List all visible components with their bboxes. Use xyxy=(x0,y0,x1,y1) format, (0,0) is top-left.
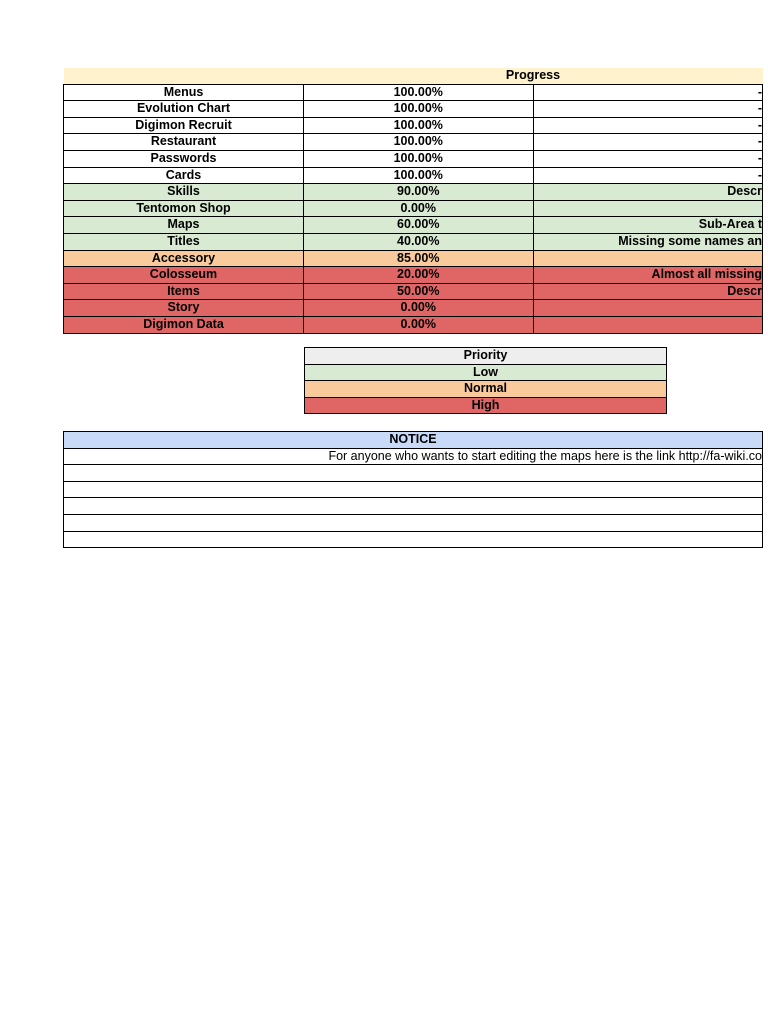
priority-level-row xyxy=(305,381,667,398)
progress-item-name: Digimon Recruit xyxy=(64,117,304,134)
priority-legend xyxy=(304,347,667,414)
notice-empty-cell xyxy=(64,531,763,548)
priority-level: Low xyxy=(305,364,667,381)
progress-note: - xyxy=(533,134,763,151)
progress-item-name: Maps xyxy=(64,217,304,234)
progress-row xyxy=(64,300,763,317)
progress-row xyxy=(64,233,763,250)
progress-row xyxy=(64,316,763,333)
progress-row xyxy=(64,217,763,234)
progress-percent: 90.00% xyxy=(304,184,534,201)
priority-legend-container xyxy=(304,347,667,417)
progress-item-name: Tentomon Shop xyxy=(64,200,304,217)
progress-table-container xyxy=(63,68,762,336)
progress-row xyxy=(64,167,763,184)
progress-item-name: Evolution Chart xyxy=(64,101,304,118)
notice-empty-row xyxy=(64,531,763,548)
notice-empty-row xyxy=(64,481,763,498)
priority-level-row xyxy=(305,364,667,381)
progress-item-name: Items xyxy=(64,283,304,300)
progress-note: - xyxy=(533,150,763,167)
progress-note: Sub-Area t xyxy=(533,217,763,234)
progress-row xyxy=(64,150,763,167)
progress-note: Descr xyxy=(533,184,763,201)
notice-empty-row xyxy=(64,498,763,515)
progress-row xyxy=(64,101,763,118)
progress-item-name: Colosseum xyxy=(64,267,304,284)
progress-percent: 100.00% xyxy=(304,84,534,101)
notice-empty-cell xyxy=(64,514,763,531)
progress-item-name: Accessory xyxy=(64,250,304,267)
progress-header-row xyxy=(64,68,763,84)
progress-row xyxy=(64,134,763,151)
progress-percent: 100.00% xyxy=(304,150,534,167)
priority-level: Normal xyxy=(305,381,667,398)
progress-percent: 100.00% xyxy=(304,134,534,151)
progress-row xyxy=(64,200,763,217)
progress-percent: 0.00% xyxy=(304,300,534,317)
progress-percent: 85.00% xyxy=(304,250,534,267)
notice-text: For anyone who wants to start editing the maps here is the link http://fa-wiki.co xyxy=(64,448,763,465)
progress-item-name: Menus xyxy=(64,84,304,101)
progress-item-name: Digimon Data xyxy=(64,316,304,333)
progress-note: - xyxy=(533,101,763,118)
progress-percent: 50.00% xyxy=(304,283,534,300)
priority-header-row xyxy=(305,348,667,365)
notice-empty-cell xyxy=(64,498,763,515)
progress-note: Almost all missing xyxy=(533,267,763,284)
progress-percent: 100.00% xyxy=(304,101,534,118)
notice-empty-cell xyxy=(64,465,763,482)
notice-empty-cell xyxy=(64,481,763,498)
progress-note xyxy=(533,300,763,317)
progress-note xyxy=(533,200,763,217)
progress-row xyxy=(64,84,763,101)
progress-item-name: Cards xyxy=(64,167,304,184)
notice-text-row xyxy=(64,448,763,465)
progress-note: - xyxy=(533,84,763,101)
progress-row xyxy=(64,250,763,267)
progress-row xyxy=(64,267,763,284)
progress-item-name: Passwords xyxy=(64,150,304,167)
progress-percent: 0.00% xyxy=(304,316,534,333)
progress-note: Descr xyxy=(533,283,763,300)
progress-percent: 0.00% xyxy=(304,200,534,217)
priority-level-row xyxy=(305,397,667,414)
progress-note xyxy=(533,250,763,267)
progress-row xyxy=(64,283,763,300)
notice-header: NOTICE xyxy=(64,432,763,449)
notice-table xyxy=(63,431,763,548)
progress-item-name: Restaurant xyxy=(64,134,304,151)
progress-note: - xyxy=(533,117,763,134)
progress-percent: 40.00% xyxy=(304,233,534,250)
notice-empty-row xyxy=(64,465,763,482)
priority-header: Priority xyxy=(305,348,667,365)
progress-percent: 20.00% xyxy=(304,267,534,284)
progress-percent: 60.00% xyxy=(304,217,534,234)
progress-table xyxy=(63,68,763,334)
progress-item-name: Titles xyxy=(64,233,304,250)
notice-empty-row xyxy=(64,514,763,531)
notice-header-row xyxy=(64,432,763,449)
notice-table-container xyxy=(63,431,762,549)
progress-note: Missing some names an xyxy=(533,233,763,250)
progress-percent: 100.00% xyxy=(304,167,534,184)
progress-note xyxy=(533,316,763,333)
progress-percent: 100.00% xyxy=(304,117,534,134)
progress-note: - xyxy=(533,167,763,184)
progress-row xyxy=(64,117,763,134)
priority-level: High xyxy=(305,397,667,414)
progress-row xyxy=(64,184,763,201)
progress-header: Progress xyxy=(304,68,763,84)
progress-item-name: Skills xyxy=(64,184,304,201)
progress-item-name: Story xyxy=(64,300,304,317)
